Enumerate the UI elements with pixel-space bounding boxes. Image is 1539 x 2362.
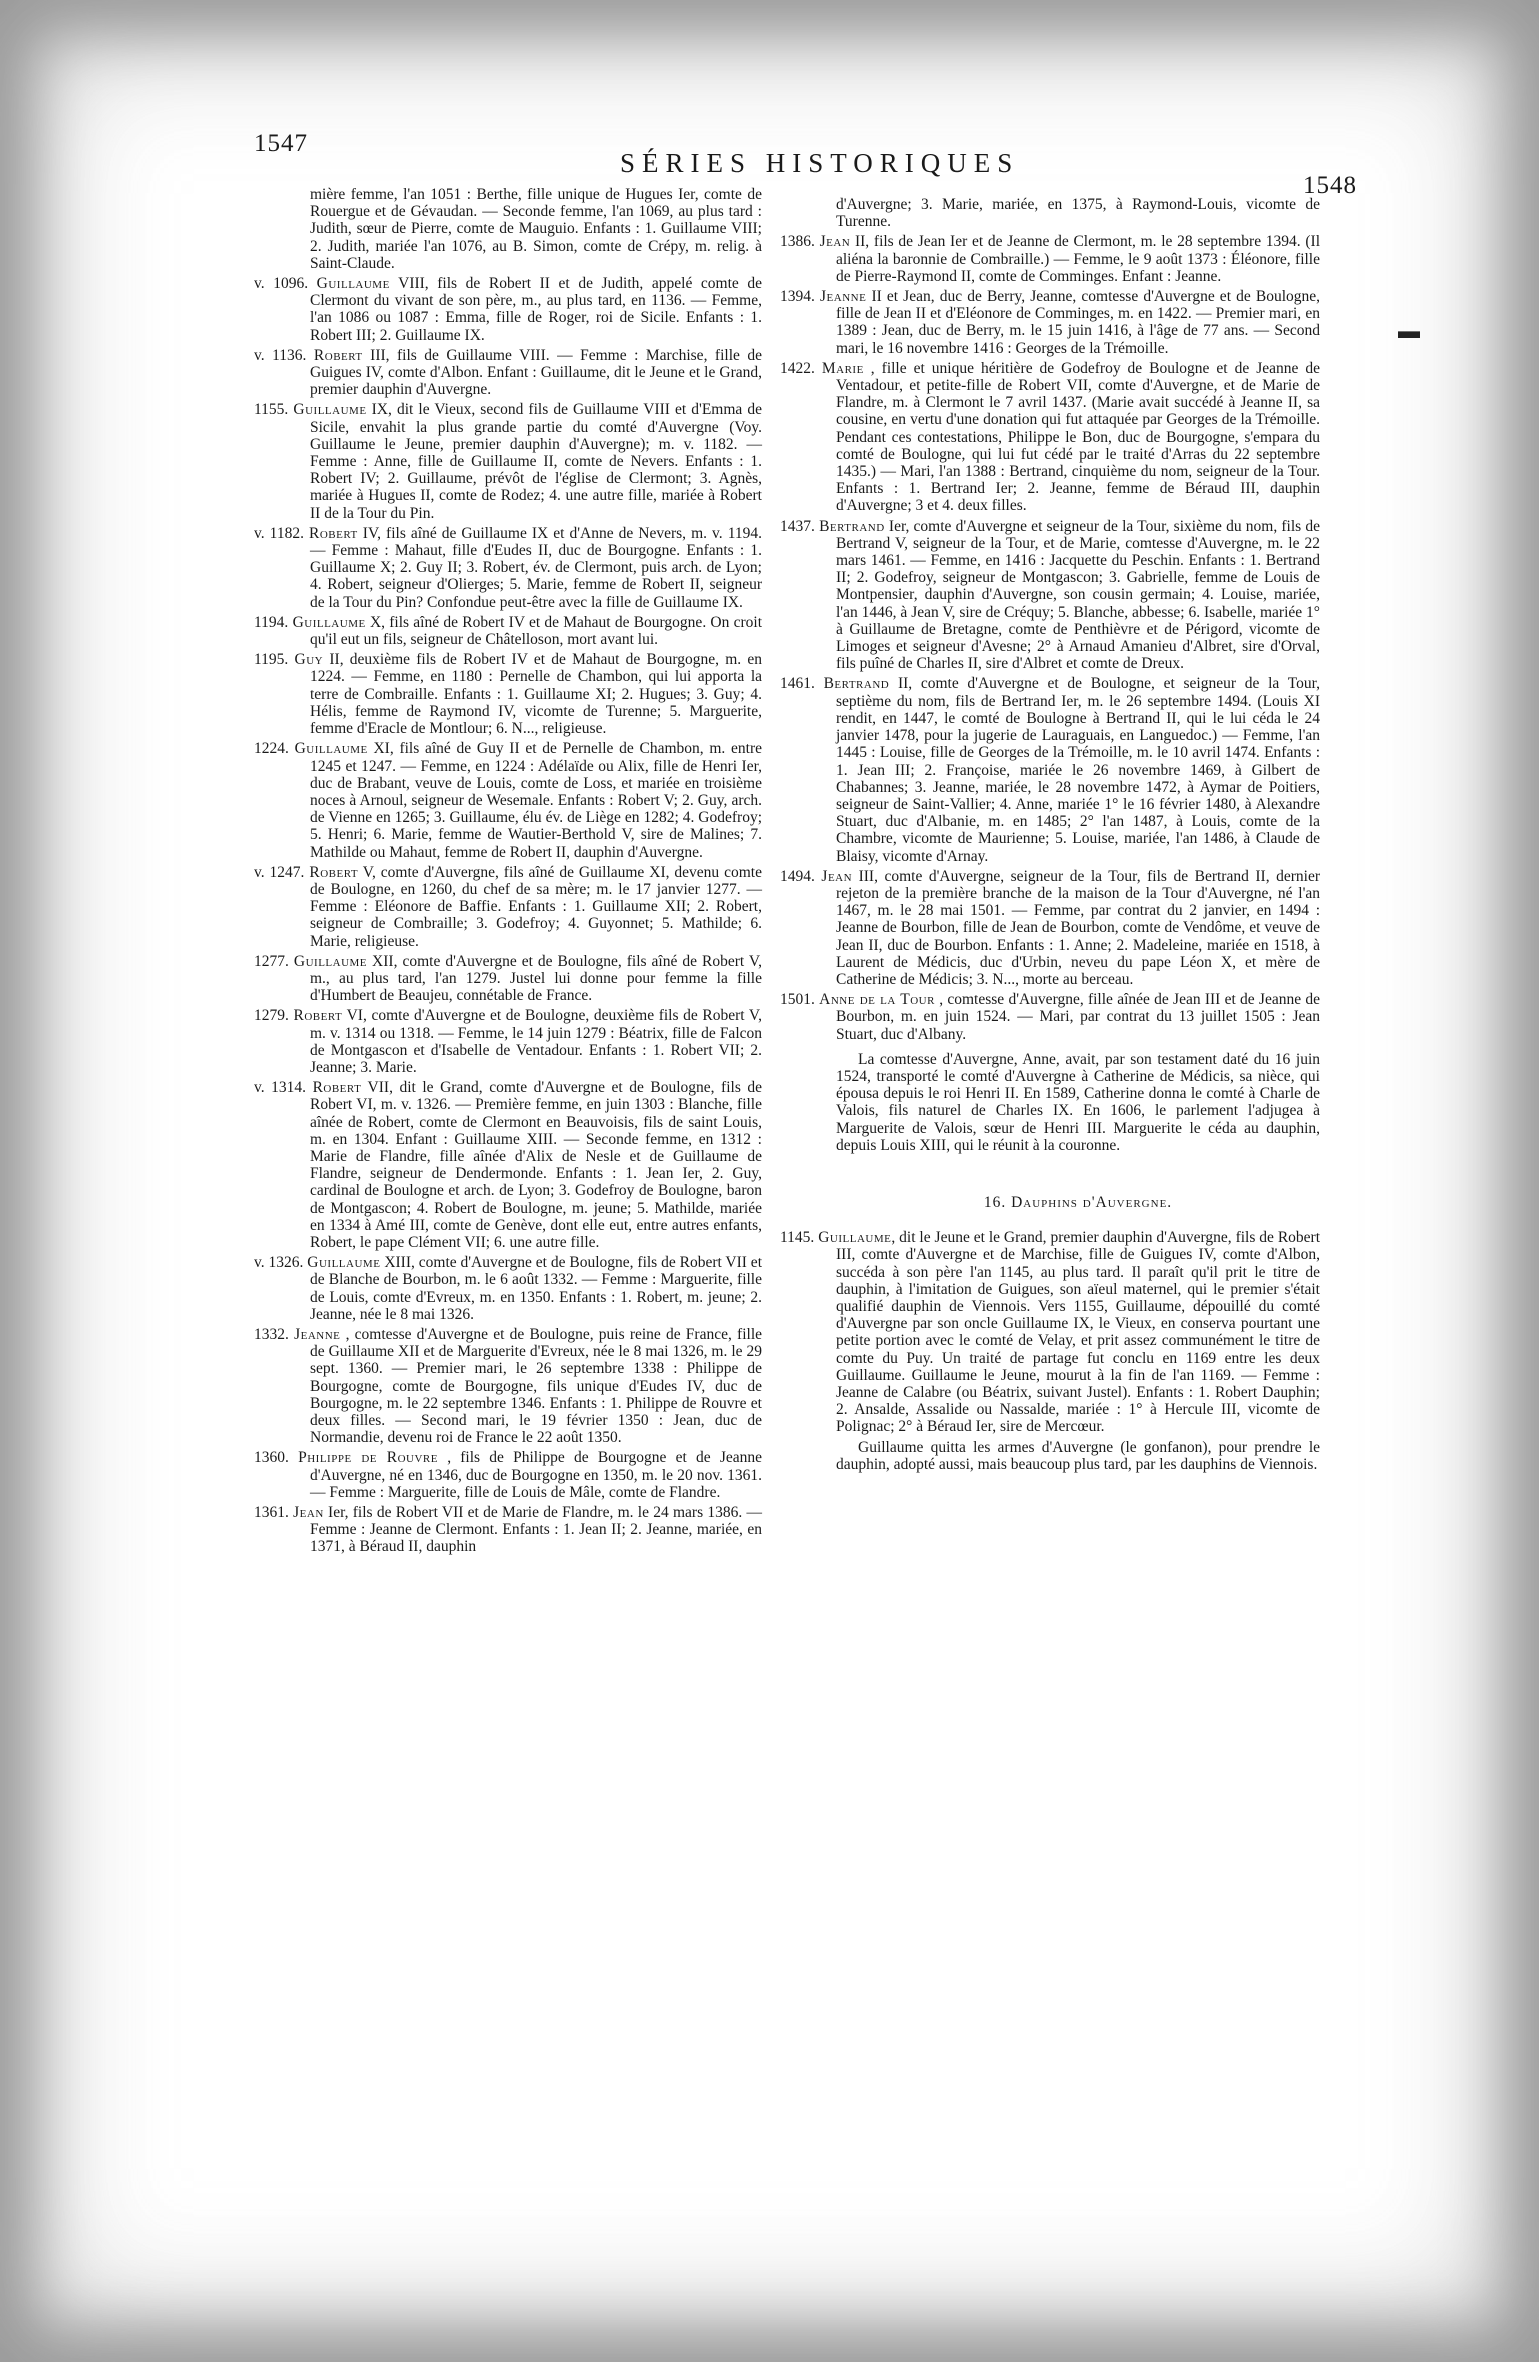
entry-text: Ier, comte d'Auvergne et seigneur de la Tour, sixième du nom, fils de Bertrand V, seigneur de la Tour, et de Marie, comtesse d'Auvergne, m. le 22 mars 1461. — Femme, en 1416 : Jacquette du Peschin. Enfants : 1. Bertrand II; 2. Godefroy, seigneur de Montgascon; 3. Gabrielle, femme de Louis de Montpensier, dauphin d'Auvergne, son cousin germain; 4. Louise, mariée, l'an 1446, à Jean V, sire de Créquy; 5. Blanche, abbesse; 6. Isabelle, mariée 1° à Guillaume de Bretagne, comte de Penthièvre et de Périgord, vicomte de Limoges et seigneur d'Avesne; 2° à Arnaud Amanieu d'Albret, sire d'Orval, fils puîné de Charles II, sire d'Albret et comte de Dreux. [836,517,1321,673]
entry-year: v. 1182. [254,524,304,542]
entry-name: Jean [821,867,853,885]
entry-continuation: d'Auvergne; 3. Marie, mariée, en 1375, à Raymond-Louis, vicomte de Turenne. [836,196,1320,231]
genealogy-entry [254,525,762,611]
entry-text: , dit le Jeune et le Grand, premier dauphin d'Auvergne, fils de Robert III, comte d'Auvergne et de Marchise, fille de Guigues IV, comte d'Albon, succéda à son père l'an 1145, au plus tard. Il paraît qu'il prit le titre de dauphin, à l'imitation de Guigues, son aïeul maternel, qui le premier s'était qualifié dauphin de Viennois. Vers 1155, Guillaume, dépouillé du comté d'Auvergne par son oncle Guillaume IX, le Vieux, en conserva pourtant une petite portion avec le comté de Velay, et prit assez communément le titre de comte du Puy. Un traité de partage fut conclu en 1169 entre les deux Guillaume. Guillaume le Jeune, mourut à la fin de l'an 1169. — Femme : Jeanne de Calabre (ou Béatrix, suivant Justel). Enfants : 1. Robert Dauphin; 2. Ansalde, Assalide ou Nassalde, mariée : 1° à Hercule III, vicomte de Polignac; 2° à Béraud Ier, sire de Mercœur. [836,1229,1321,1436]
entry-year: 1494. [780,867,815,885]
genealogy-entry [780,360,1320,515]
genealogy-entry [780,868,1320,988]
entry-text: VII, dit le Grand, comte d'Auvergne et de Boulogne, fils de Robert VI, m. v. 1326. — Première femme, en juin 1303 : Blanche, fille aînée de Robert, comte de Clermont en Beauvoisis, fils de saint Louis, m. en 1304. Enfant : Guillaume XIII. — Seconde femme, en 1312 : Marie de Flandre, fille aînée d'Alix de Nesle et de Guillaume de Flandre, seigneur de Dendermonde. Enfants : 1. Jean Ier, 2. Guy, cardinal de Boulogne et arch. de Lyon; 3. Godefroy de Boulogne, baron de Montgascon; 4. Robert de Boulogne, m. jeune; 5. Mathilde, mariée en 1334 à Amé III, comte de Genève, dont elle eut, entre autres enfants, Robert, le pape Clément VII; 6. une autre fille. [310,1079,763,1251]
genealogy-entry [254,1254,762,1323]
genealogy-entry [254,1504,762,1556]
entry-text: , fille et unique héritière de Godefroy de Boulogne et de Jeanne de Ventadour, et petite-fille de Robert VII, comte d'Auvergne, et de Marie de Flandre, m. à Clermont le 7 avril 1437. (Marie avait succédé à Jeanne II, sa cousine, en vertu d'une donation qui fut attaquée par Georges de la Trémoille. Pendant ces contestations, Philippe le Bon, duc de Bourgogne, s'empara du comté de Boulogne, qui lui fut cédé par le traité d'Arras du 22 septembre 1435.) — Mari, l'an 1388 : Bertrand, cinquième du nom, seigneur de la Tour. Enfants : 1. Bertrand Ier; 2. Jeanne, femme de Béraud III, dauphin d'Auvergne; 3 et 4. deux filles. [836,359,1320,515]
genealogy-entry [780,518,1320,673]
entry-text: IV, fils aîné de Guillaume IX et d'Anne de Nevers, m. v. 1194. — Femme : Mahaut, fille d'Eudes II, duc de Bourgogne. Enfants : 1. Guillaume X; 2. Guy II; 3. Robert, év. de Clermont, puis arch. de Lyon; 4. Robert, seigneur d'Olierges; 5. Marie, femme de Robert II, seigneur de la Tour du Pin? Confondue peut-être avec la fille de Guillaume IX. [310,524,763,611]
entry-name: Guillaume [294,740,368,758]
entry-name: Philippe de Rouvre [298,1449,438,1467]
entry-name: Bertrand [823,675,890,693]
entry-year: 1501. [780,991,815,1009]
genealogy-entry [254,953,762,1005]
entry-text: VIII, fils de Robert II et de Judith, appelé comte de Clermont du vivant de son père, m., au plus tard, en 1136. — Femme, l'an 1086 ou 1087 : Emma, fille de Roger, roi de Sicile. Enfants : 1. Robert III; 2. Guillaume IX. [310,275,762,344]
entry-name: Anne de la Tour [819,991,935,1009]
genealogy-entry [254,740,762,860]
entry-text: V, comte d'Auvergne, fils aîné de Guillaume XI, devenu comte de Boulogne, en 1260, du chef de sa mère; m. le 17 janvier 1277. — Femme : Eléonore de Baffie. Enfants : 1. Guillaume XII; 2. Robert, seigneur de Combraille; 3. Godefroy; 4. Guyonnet; 5. Mathilde; 6. Marie, religieuse. [310,863,762,950]
entry-text: II, fils de Jean Ier et de Jeanne de Clermont, m. le 28 septembre 1394. (Il aliéna la baronnie de Combraille.) — Femme, le 9 août 1373 : Éléonore, fille de Pierre-Raymond II, comte de Comminges. Enfant : Jeanne. [836,233,1321,285]
entry-text: II, comte d'Auvergne et de Boulogne, et seigneur de la Tour, septième du nom, fils de Bertrand Ier, m. le 26 septembre 1494. (Louis XI rendit, en 1447, le comté de Boulogne à Bertrand II, qui le lui céda le 24 janvier 1478, pour la jugerie de Lauraguais, en Languedoc.) — Femme, l'an 1445 : Louise, fille de Georges de la Trémoille, m. le 10 avril 1474. Enfants : 1. Jean III; 2. Françoise, mariée le 26 novembre 1469, à Gilbert de Chabannes; 3. Jeanne, mariée, le 28 novembre 1472, à Aymar de Poitiers, seigneur de Saint-Vallier; 4. Anne, mariée 1° le 16 février 1480, à Alexandre Stuart, duc d'Albanie, m. en 1485; 2° l'an 1487, à Louis, comte de la Chambre, vicomte de Maurienne; 5. Louise, mariée, l'an 1486, à Claude de Blaisy, vicomte d'Arnay. [836,675,1321,865]
entry-year: v. 1247. [254,863,305,881]
genealogy-entry [254,651,762,737]
entry-year: 1361. [254,1504,289,1522]
left-column [254,186,762,1559]
entry-year: 1332. [254,1326,289,1343]
entry-name: Jeanne [294,1326,341,1343]
right-column [780,196,1320,1473]
left-entries [254,275,762,1556]
entry-name: Marie [821,359,864,377]
entry-name: Jean [293,1504,324,1522]
paragraph-comtesse: La comtesse d'Auvergne, Anne, avait, par son testament daté du 16 juin 1524, transporté le comté d'Auvergne à Catherine de Médicis, sa nièce, qui épousa depuis le roi Henri II. En 1589, Catherine donna le comté à Charle de Valois, fils naturel de Charles IX. En 1606, le parlement l'adjugea à Marguerite de Valois, sœur de Henri III. Marguerite le céda au dauphin, depuis Louis XIII, qui le réunit à la couronne. [836,1050,1320,1154]
entry-continuation: mière femme, l'an 1051 : Berthe, fille unique de Hugues Ier, comte de Rouergue et de Gévaudan. — Seconde femme, l'an 1069, au plus tard : Judith, sœur de Pierre, comte de Mauguio. Enfants : 1. Guillaume VIII; 2. Judith, mariée l'an 1076, au B. Simon, comte de Crépy, m. relig. à Saint-Claude. [310,186,762,272]
genealogy-entry [254,1079,762,1251]
running-title: SÉRIES HISTORIQUES [620,148,1020,178]
section-title [836,1194,1320,1211]
entry-text: VI, comte d'Auvergne et de Boulogne, deuxième fils de Robert V, m. v. 1314 ou 1318. — Femme, le 14 juin 1279 : Béatrix, fille de Falcon de Montgascon et d'Isabelle de Ventadour. Enfants : 1. Robert VII; 2. Jeanne; 3. Marie. [310,1007,763,1076]
genealogy-entry [254,864,762,950]
entry-text: III, fils de Guillaume VIII. — Femme : Marchise, fille de Guigues IV, comte d'Albon. Enfant : Guillaume, dit le Jeune et le Grand, premier dauphin d'Auvergne. [310,346,763,399]
entry-name: Bertrand [819,517,885,535]
entry-name: Robert [309,524,358,542]
section-title-text: Dauphins d'Auvergne. [1011,1193,1173,1211]
entry-name: Robert [309,863,359,881]
genealogy-entry [254,1449,762,1501]
genealogy-entry [780,991,1320,1043]
section-number: 16. [983,1193,1007,1211]
entry-name: Robert [293,1007,343,1025]
entry-name: Robert [313,346,363,364]
entry-text: XIII, comte d'Auvergne et de Boulogne, fils de Robert VII et de Blanche de Bourbon, m. le 6 août 1332. — Femme : Marguerite, fille de Louis, comte d'Evreux, m. en 1350. Enfants : 1. Robert, m. jeune; 2. Jeanne, née le 8 mai 1326. [310,1254,762,1323]
entry-year: 1145. [780,1229,815,1247]
entry-name: Robert [312,1079,362,1097]
entry-text: , comtesse d'Auvergne, fille aînée de Jean III et de Jeanne de Bourbon, m. en juin 1524. — Mari, par contrat du 13 juillet 1505 : Jean Stuart, duc d'Albany. [836,991,1320,1043]
entry-text: II, deuxième fils de Robert IV et de Mahaut de Bourgogne, m. en 1224. — Femme, en 1180 : Pernelle de Chambon, qui lui apporta la terre de Combraille. Enfants : 1. Guillaume XI; 2. Hugues; 3. Guy; 4. Hélis, femme de Raymond IV, vicomte de Turenne; 5. Marguerite, femme d'Eracle de Montlour; 6. N..., religieuse. [310,651,763,738]
entry-year: v. 1096. [254,275,309,293]
entry-text: XII, comte d'Auvergne et de Boulogne, fils aîné de Robert V, m., au plus tard, l'an 1279. Justel lui donne pour femme la fille d'Humbert de Beaujeu, connétable de France. [310,952,762,1005]
entry-year: 1394. [780,288,815,306]
entry-name: Guillaume [293,952,368,970]
entry-name: Guy [294,651,324,669]
entry-year: 1386. [780,233,815,251]
entry-year: 1360. [254,1449,289,1467]
genealogy-entry [254,1007,762,1076]
entry-text: III, comte d'Auvergne, seigneur de la Tour, fils de Bertrand II, dernier rejeton de la première branche de la maison de la Tour d'Auvergne, né l'an 1467, m. le 28 mai 1501. — Femme, par contrat du 2 janvier, en 1494 : Jeanne de Bourbon, fille de Jean de Bourbon, comte de Vendôme, et veuve de Jean II, duc de Bourbon. Enfants : 1. Anne; 2. Madeleine, mariée en 1518, à Laurent de Médicis, duc d'Urbin, neveu du pape Léon X, et mère de Catherine de Médicis; 3. N..., morte au berceau. [836,867,1320,988]
genealogy-entry [780,288,1320,357]
genealogy-entry [780,233,1320,285]
entry-year: 1155. [254,401,289,419]
entry-text: XI, fils aîné de Guy II et de Pernelle de Chambon, m. entre 1245 et 1247. — Femme, en 1224 : Adélaïde ou Alix, fille de Henri Ier, duc de Brabant, veuve de Louis, comte de Loss, et mariée en troisième noces à Arnoul, seigneur de Wesemale. Enfants : Robert V; 2. Guy, arch. de Vienne en 1265; 3. Guillaume, élu év. de Liège en 1282; 4. Godefroy; 5. Henri; 6. Marie, femme de Wautier-Berthold V, sire de Malines; 7. Mathilde ou Mahaut, femme de Robert II, dauphin d'Auvergne. [310,740,763,861]
genealogy-entry [780,675,1320,864]
genealogy-entry [254,275,762,344]
entry-text: II et Jean, duc de Berry, Jeanne, comtesse d'Auvergne et de Boulogne, fille de Jean II et d'Eléonore de Comminges, m. en 1422. — Premier mari, en 1389 : Jean, duc de Berry, m. le 15 juin 1416, à l'âge de 77 ans. — Second mari, le 16 novembre 1416 : Georges de la Trémoille. [836,288,1321,357]
entry-year: 1277. [254,952,289,970]
genealogy-entry [254,401,762,521]
dauphin-entry [780,1229,1320,1435]
genealogy-entry [254,1326,762,1446]
page-number-left: 1547 [254,130,308,157]
entry-year: 1437. [780,517,815,535]
entry-year: 1194. [254,613,289,631]
margin-mark-icon: ▬ [1398,318,1420,343]
entry-year: v. 1314. [254,1079,307,1097]
entry-year: v. 1326. [254,1254,304,1272]
entry-name: Guillaume [818,1229,892,1247]
entry-name: Guillaume [307,1254,381,1272]
entry-year: 1195. [254,651,289,669]
entry-name: Jeanne [820,288,867,306]
page-number-right: 1548 [1303,172,1357,199]
entry-name: Guillaume [293,401,367,419]
entry-year: 1224. [254,740,289,758]
genealogy-entry [254,614,762,648]
entry-name: Jean [819,233,851,251]
right-entries [780,233,1320,1042]
entry-text: Ier, fils de Robert VII et de Marie de Flandre, m. le 24 mars 1386. — Femme : Jeanne de Clermont. Enfants : 1. Jean II; 2. Jeanne, mariée, en 1371, à Béraud II, dauphin [310,1504,763,1556]
entry-year: 1461. [780,675,815,693]
entry-text: IX, dit le Vieux, second fils de Guillaume VIII et d'Emma de Sicile, envahit la plus grande partie du comté d'Auvergne (Voy. Guillaume le Jeune, premier dauphin d'Auvergne); m. v. 1182. — Femme : Anne, fille de Guillaume II, comte de Nevers. Enfants : 1. Robert IV; 2. Guillaume, prévôt de l'église de Clermont; 3. Agnès, mariée à Hugues II, comte de Rodez; 4. une autre fille, mariée à Robert II de la Tour du Pin. [310,401,763,522]
entry-name: Guillaume [316,275,390,293]
entry-text: , comtesse d'Auvergne et de Boulogne, puis reine de France, fille de Guillaume XII et de Marguerite d'Evreux, née le 8 mai 1326, m. le 29 sept. 1360. — Premier mari, le 26 septembre 1338 : Philippe de Bourgogne, comte de Bourgogne, fils unique d'Eudes IV, duc de Bourgogne, m. le 22 septembre 1346. Enfants : 1. Philippe de Rouvre et deux filles. — Second mari, le 19 février 1350 : Jean, duc de Normandie, devenu roi de France le 22 août 1350. [310,1326,763,1447]
genealogy-entry [254,347,762,399]
entry-year: v. 1136. [254,346,307,364]
entry-text: X, fils aîné de Robert IV et de Mahaut de Bourgogne. On croit qu'il eut un fils, seigneur de Châtelloson, mort avant lui. [310,613,763,649]
entry-year: 1279. [254,1007,289,1025]
entry-year: 1422. [780,359,815,377]
entry-name: Guillaume [292,613,366,631]
paragraph-armes: Guillaume quitta les armes d'Auvergne (le gonfanon), pour prendre le dauphin, adopté aussi, mais beaucoup plus tard, par les dauphins de Viennois. [836,1438,1320,1473]
entry-text: , fils de Philippe de Bourgogne et de Jeanne d'Auvergne, né en 1346, duc de Bourgogne en 1350, m. le 20 nov. 1361. — Femme : Marguerite, fille de Louis de Mâle, comte de Flandre. [310,1449,763,1501]
